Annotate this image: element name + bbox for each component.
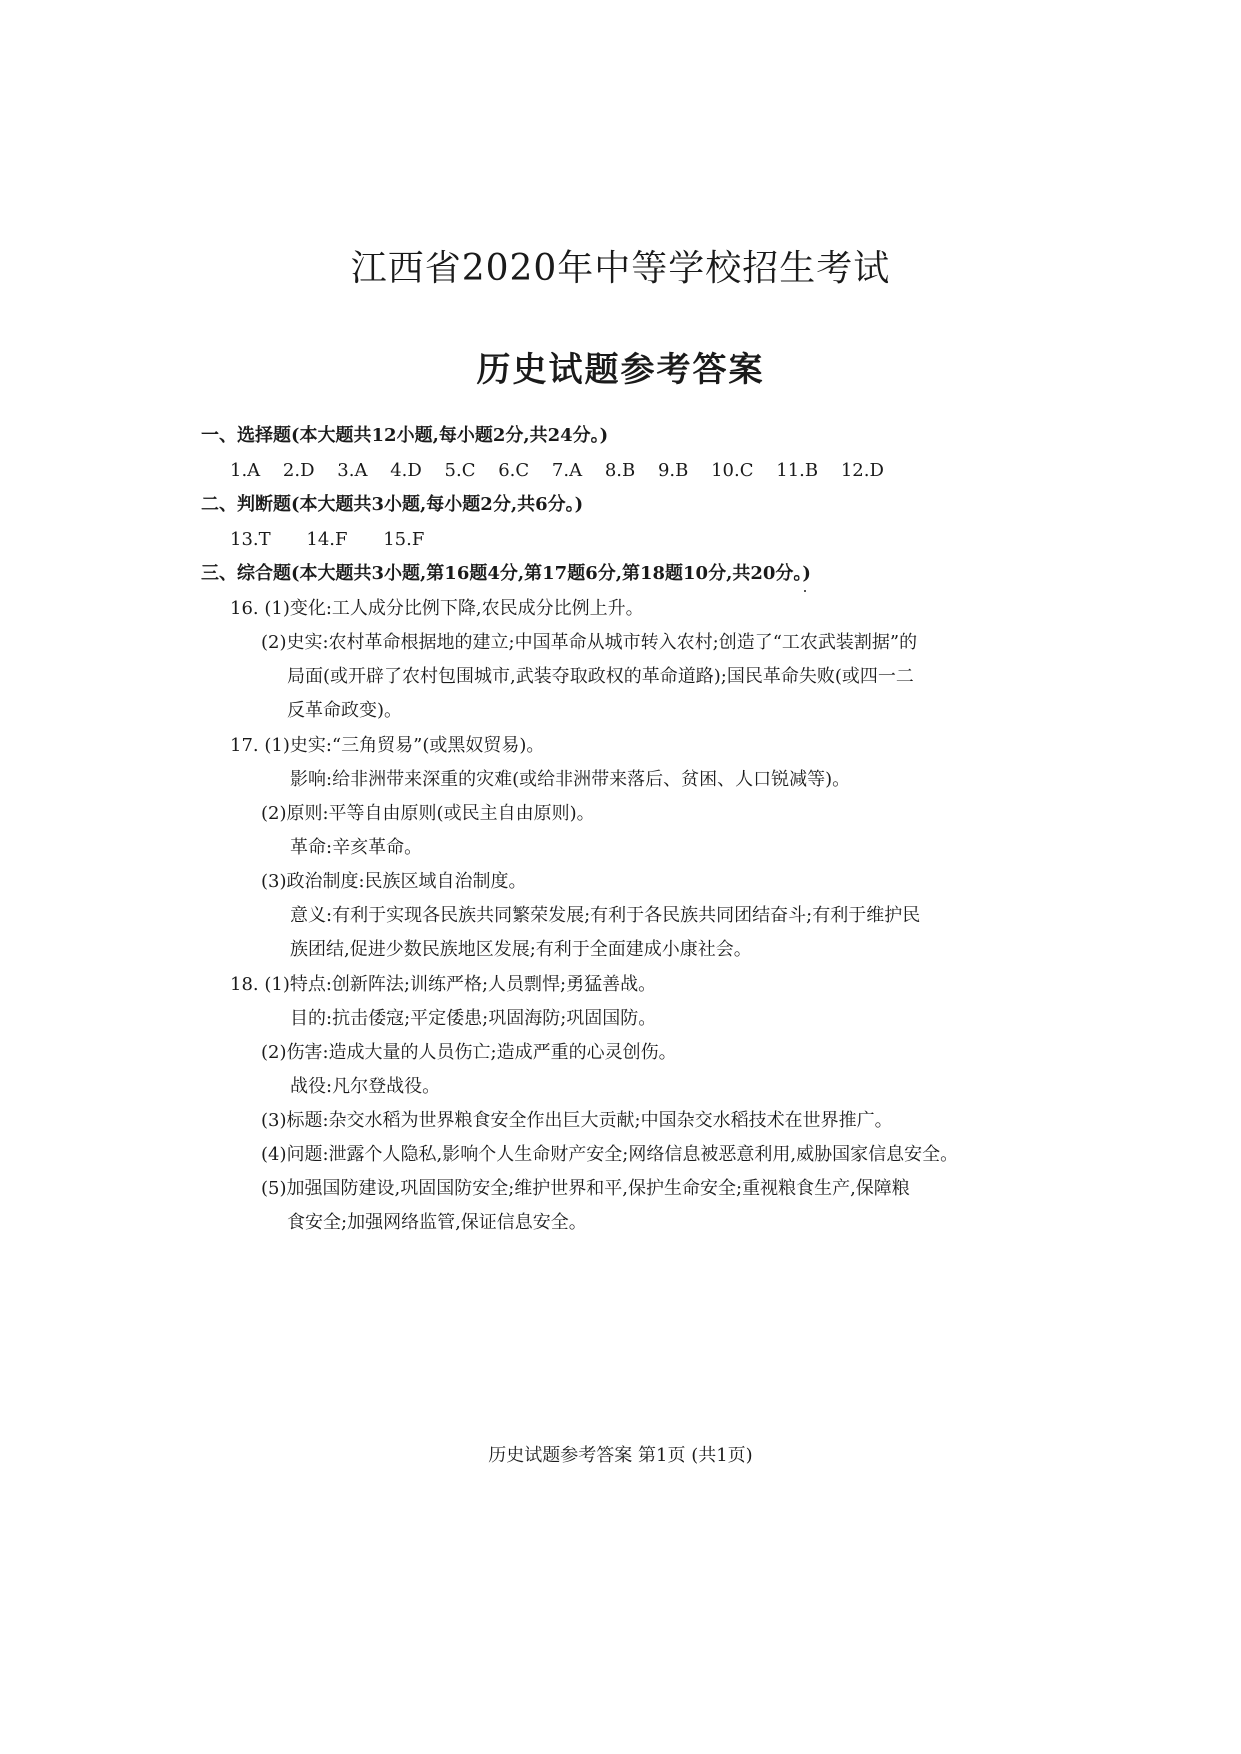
answer-key-title: 历史试题参考答案 (476, 350, 765, 390)
scan-speck (804, 590, 806, 592)
judge-answers (230, 529, 454, 551)
answer-item: 9.B (657, 460, 689, 481)
answer-item: 7.A (551, 460, 583, 481)
answer-item: 12.D (840, 460, 884, 481)
answer-line: (4)问题:泄露个人隐私,影响个人生命财产安全;网络信息被恶意利用,威胁国家信息安全。 (261, 1144, 959, 1165)
answer-line: 目的:抗击倭寇;平定倭患;巩固海防;巩固国防。 (290, 1008, 657, 1029)
answer-line: 17. (1)史实:“三角贸易”(或黑奴贸易)。 (230, 735, 545, 756)
answer-item: 1.A (230, 460, 261, 481)
section-judge-heading: 二、判断题(本大题共3小题,每小题2分,共6分。) (201, 494, 584, 515)
answer-line: 意义:有利于实现各民族共同繁荣发展;有利于各民族共同团结奋斗;有利于维护民 (290, 905, 921, 926)
answer-line: (3)标题:杂交水稻为世界粮食安全作出巨大贡献;中国杂交水稻技术在世界推广。 (261, 1110, 893, 1131)
answer-line: 战役:凡尔登战役。 (290, 1076, 441, 1097)
answer-item: 13.T (230, 529, 271, 550)
page-footer: 历史试题参考答案 第1页 (共1页) (488, 1445, 753, 1466)
answer-line: 族团结,促进少数民族地区发展;有利于全面建成小康社会。 (290, 939, 752, 960)
answer-line: 影响:给非洲带来深重的灾难(或给非洲带来落后、贫困、人口锐减等)。 (290, 769, 851, 790)
answer-item: 5.C (444, 460, 476, 481)
answer-item: 11.B (776, 460, 819, 481)
answer-line: (5)加强国防建设,巩固国防安全;维护世界和平,保护生命安全;重视粮食生产,保障粮 (261, 1178, 910, 1199)
section-comprehensive-heading: 三、综合题(本大题共3小题,第16题4分,第17题6分,第18题10分,共20分。) (201, 563, 811, 584)
exam-title: 江西省2020年中等学校招生考试 (350, 248, 891, 289)
answer-item: 6.C (498, 460, 530, 481)
answer-line: 18. (1)特点:创新阵法;训练严格;人员剽悍;勇猛善战。 (230, 974, 657, 995)
answer-line: 食安全;加强网络监管,保证信息安全。 (287, 1212, 587, 1233)
answer-item: 14.F (306, 529, 348, 550)
answer-item: 8.B (604, 460, 636, 481)
answer-line: 革命:辛亥革命。 (290, 837, 423, 858)
answer-item: 3.A (337, 460, 368, 481)
answer-line: 反革命政变)。 (287, 700, 403, 721)
section-choice-heading: 一、选择题(本大题共12小题,每小题2分,共24分。) (201, 425, 609, 446)
answer-line: 16. (1)变化:工人成分比例下降,农民成分比例上升。 (230, 598, 644, 619)
answer-item: 4.D (390, 460, 422, 481)
answer-item: 2.D (282, 460, 315, 481)
answer-line: (2)史实:农村革命根据地的建立;中国革命从城市转入农村;创造了“工农武装割据”的 (261, 632, 918, 653)
answer-line: (3)政治制度:民族区域自治制度。 (261, 871, 527, 892)
answer-item: 10.C (711, 460, 754, 481)
answer-item: 15.F (383, 529, 425, 550)
answer-line: 局面(或开辟了农村包围城市,武装夺取政权的革命道路);国民革命失败(或四一二 (287, 666, 914, 687)
choice-answers (230, 460, 901, 482)
answer-line: (2)原则:平等自由原则(或民主自由原则)。 (261, 803, 595, 824)
answer-line: (2)伤害:造成大量的人员伤亡;造成严重的心灵创伤。 (261, 1042, 677, 1063)
